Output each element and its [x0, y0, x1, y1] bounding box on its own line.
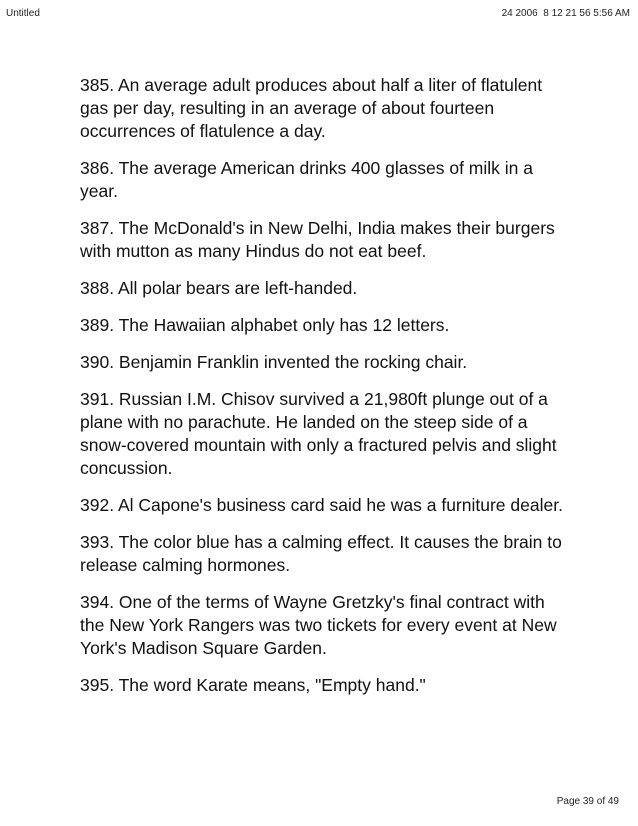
fact-item: 386. The average American drinks 400 glasses of milk in a year. — [80, 158, 533, 201]
fact-item: 392. Al Capone's business card said he was a furniture dealer. — [80, 495, 563, 515]
document-title: Untitled — [6, 8, 40, 19]
fact-item: 389. The Hawaiian alphabet only has 12 letters. — [80, 315, 450, 335]
facts-list — [80, 74, 570, 711]
fact-item: 388. All polar bears are left-handed. — [80, 278, 358, 298]
fact-item: 391. Russian I.M. Chisov survived a 21,980ft plunge out of a plane with no parachute. He landed on the steep side of a snow-covered mountain with only a fractured pelvis and slight concussion. — [80, 389, 557, 478]
print-timestamp: 24 2006 8 12 21 56 5:56 AM — [501, 8, 630, 19]
fact-item: 393. The color blue has a calming effect. It causes the brain to release calming hormones. — [80, 532, 562, 575]
fact-item: 390. Benjamin Franklin invented the rocking chair. — [80, 352, 468, 372]
fact-item: 395. The word Karate means, "Empty hand." — [80, 675, 426, 695]
fact-item: 394. One of the terms of Wayne Gretzky's final contract with the New York Rangers was two tickets for every event at New York's Madison Square Garden. — [80, 592, 557, 658]
page-number: Page 39 of 49 — [556, 796, 619, 807]
fact-item: 387. The McDonald's in New Delhi, India makes their burgers with mutton as many Hindus do not eat beef. — [80, 218, 555, 261]
fact-item: 385. An average adult produces about half a liter of flatulent gas per day, resulting in an average of about fourteen occurrences of flatulence a day. — [80, 75, 543, 141]
